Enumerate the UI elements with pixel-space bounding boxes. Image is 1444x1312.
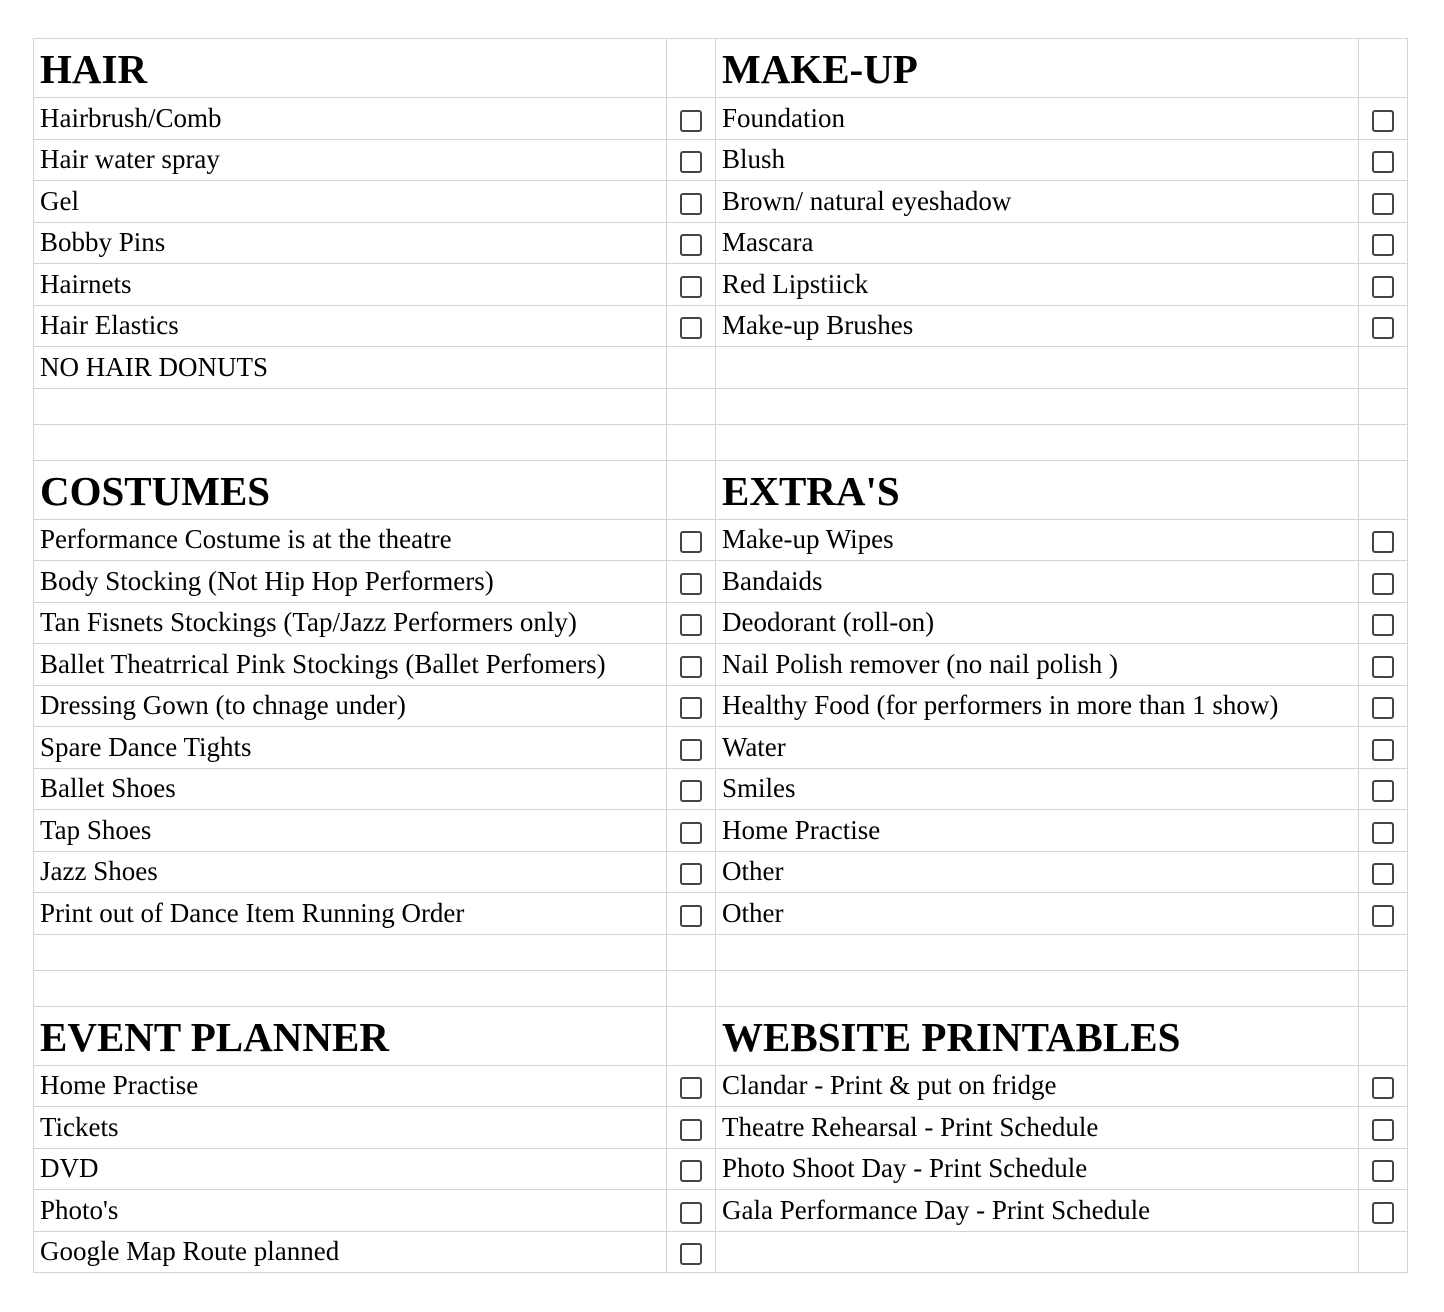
item-label: Google Map Route planned [34, 1231, 667, 1273]
empty-cell [667, 934, 716, 970]
empty-cell [716, 424, 1359, 460]
item-label: Make-up Wipes [716, 519, 1359, 561]
checkbox-cell[interactable] [667, 1190, 716, 1232]
empty-cell [1359, 347, 1408, 389]
empty-cell [1359, 970, 1408, 1006]
item-label: Smiles [716, 768, 1359, 810]
empty-cell [1359, 1231, 1408, 1273]
checkbox[interactable] [680, 151, 702, 173]
item-label: Clandar - Print & put on fridge [716, 1065, 1359, 1107]
checklist-row [34, 602, 1408, 644]
checkbox[interactable] [1372, 573, 1394, 595]
item-label: Mascara [716, 222, 1359, 264]
item-label: Jazz Shoes [34, 851, 667, 893]
checkbox[interactable] [1372, 656, 1394, 678]
checklist-row [34, 222, 1408, 264]
checkbox[interactable] [1372, 905, 1394, 927]
checklist-row [34, 98, 1408, 140]
checkbox-cell[interactable] [667, 851, 716, 893]
checklist-row [34, 727, 1408, 769]
checkbox[interactable] [1372, 110, 1394, 132]
checkbox[interactable] [680, 531, 702, 553]
item-label: Dressing Gown (to chnage under) [34, 685, 667, 727]
checkbox[interactable] [1372, 1077, 1394, 1099]
section-header-row [34, 1006, 1408, 1065]
checkbox[interactable] [680, 1119, 702, 1141]
checkbox-cell[interactable] [1359, 222, 1408, 264]
empty-cell [667, 388, 716, 424]
checkbox-cell[interactable] [667, 893, 716, 935]
empty-cell [1359, 1006, 1408, 1065]
item-label: Home Practise [716, 810, 1359, 852]
checkbox-cell[interactable] [667, 1065, 716, 1107]
checklist-row [34, 1190, 1408, 1232]
item-label: Hairnets [34, 264, 667, 306]
item-label: Performance Costume is at the theatre [34, 519, 667, 561]
checkbox-cell[interactable] [667, 727, 716, 769]
section-header-row [34, 39, 1408, 98]
checkbox-cell[interactable] [667, 1148, 716, 1190]
checkbox[interactable] [680, 193, 702, 215]
checklist-row [34, 644, 1408, 686]
checkbox-cell[interactable] [1359, 181, 1408, 223]
item-label: Tap Shoes [34, 810, 667, 852]
section-header-row [34, 460, 1408, 519]
checkbox[interactable] [680, 1077, 702, 1099]
checkbox[interactable] [680, 905, 702, 927]
checkbox[interactable] [1372, 739, 1394, 761]
checklist-table [33, 38, 1408, 1273]
item-label: Healthy Food (for performers in more than 1 show) [716, 685, 1359, 727]
item-label: Hair Elastics [34, 305, 667, 347]
item-label: Blush [716, 139, 1359, 181]
checklist-row [34, 181, 1408, 223]
checkbox-cell[interactable] [667, 98, 716, 140]
checkbox[interactable] [680, 276, 702, 298]
empty-cell [1359, 388, 1408, 424]
checkbox[interactable] [680, 863, 702, 885]
checkbox-cell[interactable] [667, 181, 716, 223]
checklist-row [34, 561, 1408, 603]
empty-cell [34, 970, 667, 1006]
checkbox-cell[interactable] [1359, 519, 1408, 561]
item-label: Gel [34, 181, 667, 223]
checkbox-cell[interactable] [1359, 305, 1408, 347]
checklist-row [34, 1148, 1408, 1190]
item-label: Other [716, 851, 1359, 893]
section-title-extra-s: EXTRA'S [716, 460, 1359, 519]
checkbox[interactable] [680, 1160, 702, 1182]
checklist-row [34, 1107, 1408, 1149]
checkbox-cell[interactable] [1359, 768, 1408, 810]
spacer-row [34, 934, 1408, 970]
checkbox[interactable] [680, 614, 702, 636]
checkbox-cell[interactable] [667, 222, 716, 264]
section-title-event-planner: EVENT PLANNER [34, 1006, 667, 1065]
empty-cell [667, 460, 716, 519]
empty-cell [34, 424, 667, 460]
item-label: Nail Polish remover (no nail polish ) [716, 644, 1359, 686]
checkbox-cell[interactable] [667, 519, 716, 561]
section-title-costumes: COSTUMES [34, 460, 667, 519]
checkbox-cell[interactable] [1359, 727, 1408, 769]
checklist-row [34, 519, 1408, 561]
checkbox-cell[interactable] [1359, 264, 1408, 306]
checkbox-cell[interactable] [667, 602, 716, 644]
checkbox-cell[interactable] [667, 561, 716, 603]
checkbox[interactable] [680, 656, 702, 678]
checkbox-cell[interactable] [1359, 644, 1408, 686]
item-label: Deodorant (roll-on) [716, 602, 1359, 644]
checklist-row [34, 264, 1408, 306]
checklist-row [34, 685, 1408, 727]
checkbox-cell[interactable] [667, 1107, 716, 1149]
checkbox-cell[interactable] [667, 644, 716, 686]
item-label: NO HAIR DONUTS [34, 347, 667, 389]
checkbox[interactable] [680, 1202, 702, 1224]
checkbox-cell[interactable] [1359, 685, 1408, 727]
item-label: Tickets [34, 1107, 667, 1149]
checkbox[interactable] [680, 1243, 702, 1265]
empty-cell [667, 347, 716, 389]
section-title-website-printables: WEBSITE PRINTABLES [716, 1006, 1359, 1065]
checkbox-cell[interactable] [667, 810, 716, 852]
checkbox-cell[interactable] [1359, 1065, 1408, 1107]
checkbox-cell[interactable] [667, 139, 716, 181]
checkbox[interactable] [1372, 863, 1394, 885]
checkbox[interactable] [1372, 151, 1394, 173]
checkbox[interactable] [1372, 276, 1394, 298]
item-label [716, 347, 1359, 389]
checkbox[interactable] [680, 780, 702, 802]
item-label: DVD [34, 1148, 667, 1190]
checkbox-cell[interactable] [1359, 1190, 1408, 1232]
spacer-row [34, 424, 1408, 460]
empty-cell [716, 388, 1359, 424]
checklist-row [34, 893, 1408, 935]
checkbox[interactable] [1372, 614, 1394, 636]
item-label: Tan Fisnets Stockings (Tap/Jazz Performers only) [34, 602, 667, 644]
checkbox[interactable] [1372, 1160, 1394, 1182]
section-title-hair: HAIR [34, 39, 667, 98]
checkbox[interactable] [1372, 780, 1394, 802]
checklist-row [34, 1231, 1408, 1273]
checkbox-cell[interactable] [667, 768, 716, 810]
checkbox-cell[interactable] [1359, 810, 1408, 852]
checkbox[interactable] [1372, 531, 1394, 553]
spacer-row [34, 388, 1408, 424]
empty-cell [1359, 39, 1408, 98]
checkbox-cell[interactable] [1359, 851, 1408, 893]
checkbox-cell[interactable] [1359, 561, 1408, 603]
item-label: Bobby Pins [34, 222, 667, 264]
item-label: Red Lipstiick [716, 264, 1359, 306]
empty-cell [1359, 424, 1408, 460]
empty-cell [667, 970, 716, 1006]
empty-cell [1359, 460, 1408, 519]
checkbox-cell[interactable] [667, 305, 716, 347]
item-label: Spare Dance Tights [34, 727, 667, 769]
checkbox[interactable] [680, 317, 702, 339]
checkbox-cell[interactable] [1359, 98, 1408, 140]
checkbox-cell[interactable] [1359, 602, 1408, 644]
checkbox[interactable] [680, 573, 702, 595]
checklist-row [34, 139, 1408, 181]
checkbox[interactable] [1372, 1202, 1394, 1224]
item-label: Water [716, 727, 1359, 769]
checkbox[interactable] [1372, 822, 1394, 844]
empty-cell [1359, 934, 1408, 970]
item-label: Body Stocking (Not Hip Hop Performers) [34, 561, 667, 603]
checkbox-cell[interactable] [667, 1231, 716, 1273]
item-label: Other [716, 893, 1359, 935]
checkbox[interactable] [1372, 1119, 1394, 1141]
item-label: Foundation [716, 98, 1359, 140]
item-label: Hairbrush/Comb [34, 98, 667, 140]
empty-cell [716, 934, 1359, 970]
checkbox[interactable] [1372, 317, 1394, 339]
empty-cell [667, 1006, 716, 1065]
item-label: Photo Shoot Day - Print Schedule [716, 1148, 1359, 1190]
empty-cell [667, 39, 716, 98]
checkbox[interactable] [1372, 697, 1394, 719]
checkbox-cell[interactable] [1359, 139, 1408, 181]
checklist-row [34, 347, 1408, 389]
spacer-row [34, 970, 1408, 1006]
checklist-row [34, 768, 1408, 810]
checkbox[interactable] [680, 110, 702, 132]
checklist-row [34, 1065, 1408, 1107]
item-label [716, 1231, 1359, 1273]
checkbox[interactable] [680, 234, 702, 256]
empty-cell [667, 424, 716, 460]
checklist-row [34, 305, 1408, 347]
checkbox-cell[interactable] [667, 685, 716, 727]
checkbox[interactable] [680, 739, 702, 761]
section-title-make-up: MAKE-UP [716, 39, 1359, 98]
item-label: Ballet Theatrrical Pink Stockings (Ballet Perfomers) [34, 644, 667, 686]
checkbox[interactable] [1372, 234, 1394, 256]
empty-cell [716, 970, 1359, 1006]
checkbox-cell[interactable] [1359, 893, 1408, 935]
item-label: Bandaids [716, 561, 1359, 603]
checkbox-cell[interactable] [1359, 1107, 1408, 1149]
item-label: Brown/ natural eyeshadow [716, 181, 1359, 223]
checkbox[interactable] [1372, 193, 1394, 215]
checkbox[interactable] [680, 697, 702, 719]
item-label: Make-up Brushes [716, 305, 1359, 347]
checkbox-cell[interactable] [1359, 1148, 1408, 1190]
checkbox[interactable] [680, 822, 702, 844]
item-label: Print out of Dance Item Running Order [34, 893, 667, 935]
checklist-row [34, 810, 1408, 852]
item-label: Theatre Rehearsal - Print Schedule [716, 1107, 1359, 1149]
checklist-row [34, 851, 1408, 893]
checkbox-cell[interactable] [667, 264, 716, 306]
item-label: Home Practise [34, 1065, 667, 1107]
empty-cell [34, 934, 667, 970]
item-label: Gala Performance Day - Print Schedule [716, 1190, 1359, 1232]
empty-cell [34, 388, 667, 424]
item-label: Photo's [34, 1190, 667, 1232]
item-label: Hair water spray [34, 139, 667, 181]
item-label: Ballet Shoes [34, 768, 667, 810]
